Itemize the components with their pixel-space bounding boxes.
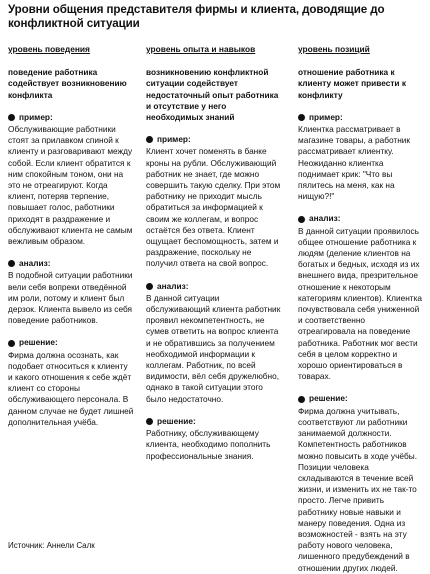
bullet-icon <box>8 340 15 347</box>
section-label: решение: <box>309 393 348 404</box>
section-heading <box>298 213 424 224</box>
column-header: уровень позиций <box>298 44 370 54</box>
section-text: Клиент хочет поменять в банке кроны на рубли. Обслуживающий работник не знает, где можно совершить такую сделку. При этом работнику не приходит мысль обратиться за информацией к своим же коллегам, и вопрос остаётся без ответа. Клиент ощущает беспомощность, затем и раздражение, поскольку не получил ответа на свой вопрос. <box>146 146 281 269</box>
section-text: В данной ситуации проявилось общее отношение работника к людям (деление клиентов на богатых и бедных, исходя из их внешнего вида, презрительное отношение к некоторым категориям клиентов). Клиентка почувствовала себя униженной и соответственно отреагировала на поведение работника. Работник мог вести себя в целом корректно и хорошо ориентироваться в товарах. <box>298 225 423 382</box>
section-heading <box>8 337 134 348</box>
column-experience <box>146 44 282 462</box>
section-text: Фирма должна осознать, как подобает относиться к клиенту и какого отношения к себе ждёт клиент со стороны обслуживающего персонала. В данном случае не будет лишней дополнительная учёба. <box>8 349 134 427</box>
section-heading <box>298 112 424 123</box>
section-heading <box>146 416 282 427</box>
column-lead: возникновению конфликтной ситуации содействует недостаточный опыт работника и отсутствие у него необходимых знаний <box>146 67 279 123</box>
column-lead: отношение работника к клиенту может привести к конфликту <box>298 67 406 100</box>
section-label: пример: <box>309 111 343 122</box>
page-title: Уровни общения представителя фирмы и клиента, доводящие до конфликтной ситуации <box>8 3 385 30</box>
column-header: уровень опыта и навыков <box>146 44 256 54</box>
bullet-icon <box>146 418 153 425</box>
source-credit: Источник: Аннели Салк <box>8 541 95 550</box>
section-label: анализ: <box>309 213 341 224</box>
section-text: Обслуживающие работники стоят за прилавком спиной к клиенту и разговаривают между собой. Если клиент обратится к ним спокойным тоном, они на это не отреагируют. Когда клиент, потеряв терпение, повышает голос, работники приходят в раздражение и обслуживают клиента не самым вежливым образом. <box>8 124 133 247</box>
section-heading <box>298 393 424 404</box>
section-text: Фирма должна учитывать, соответствуют ли работники занимаемой должности. Компетентность работников можно повысить в ходе учёбы. Позиции человека складываются в течение всей жизни, и изменить их не так-то просто. Легче привить работнику новые навыки и манеру поведения. Одна из возможностей - взять на эту работу нового человека, лишенного предубеждений в отношении других людей. <box>298 405 418 573</box>
section-label: анализ: <box>157 280 189 291</box>
bullet-icon <box>298 216 305 223</box>
section-label: пример: <box>157 134 191 145</box>
bullet-icon <box>8 114 15 121</box>
section-label: решение: <box>19 337 58 348</box>
bullet-icon <box>298 396 305 403</box>
column-behavior <box>8 44 134 428</box>
section-label: пример: <box>19 111 53 122</box>
section-text: В подобной ситуации работники вели себя вопреки отведённой им роли, потому и клиент был дерзок. Клиента вывело из себя поведение работников. <box>8 270 133 326</box>
bullet-icon <box>146 283 153 290</box>
section-label: решение: <box>157 415 196 426</box>
column-positions <box>298 44 424 574</box>
section-heading <box>146 281 282 292</box>
section-label: анализ: <box>19 258 51 269</box>
bullet-icon <box>8 260 15 267</box>
bullet-icon <box>298 114 305 121</box>
section-text: В данной ситуации обслуживающий клиента работник проявил некомпетентность, не сумев ответить на вопрос клиента и не обратившись за получением необходимой информации к коллегам. Работник, по всей видимости, вёл себя дружелюбно, однако в такой ситуации этого было недостаточно. <box>146 292 281 404</box>
column-lead: поведение работника содействует возникновению конфликта <box>8 67 127 100</box>
section-text: Клиентка рассматривает в магазине товары, а работник рассматривает клиентку. Неожиданно клиентка поднимает крик: "Что вы пялитесь на меня, как на нищую?!" <box>298 124 411 202</box>
section-heading <box>146 134 282 145</box>
section-text: Работнику, обслуживающему клиента, необходимо пополнить профессиональные знания. <box>146 428 271 461</box>
column-header: уровень поведения <box>8 44 90 54</box>
section-heading <box>8 258 134 269</box>
bullet-icon <box>146 136 153 143</box>
section-heading <box>8 112 134 123</box>
